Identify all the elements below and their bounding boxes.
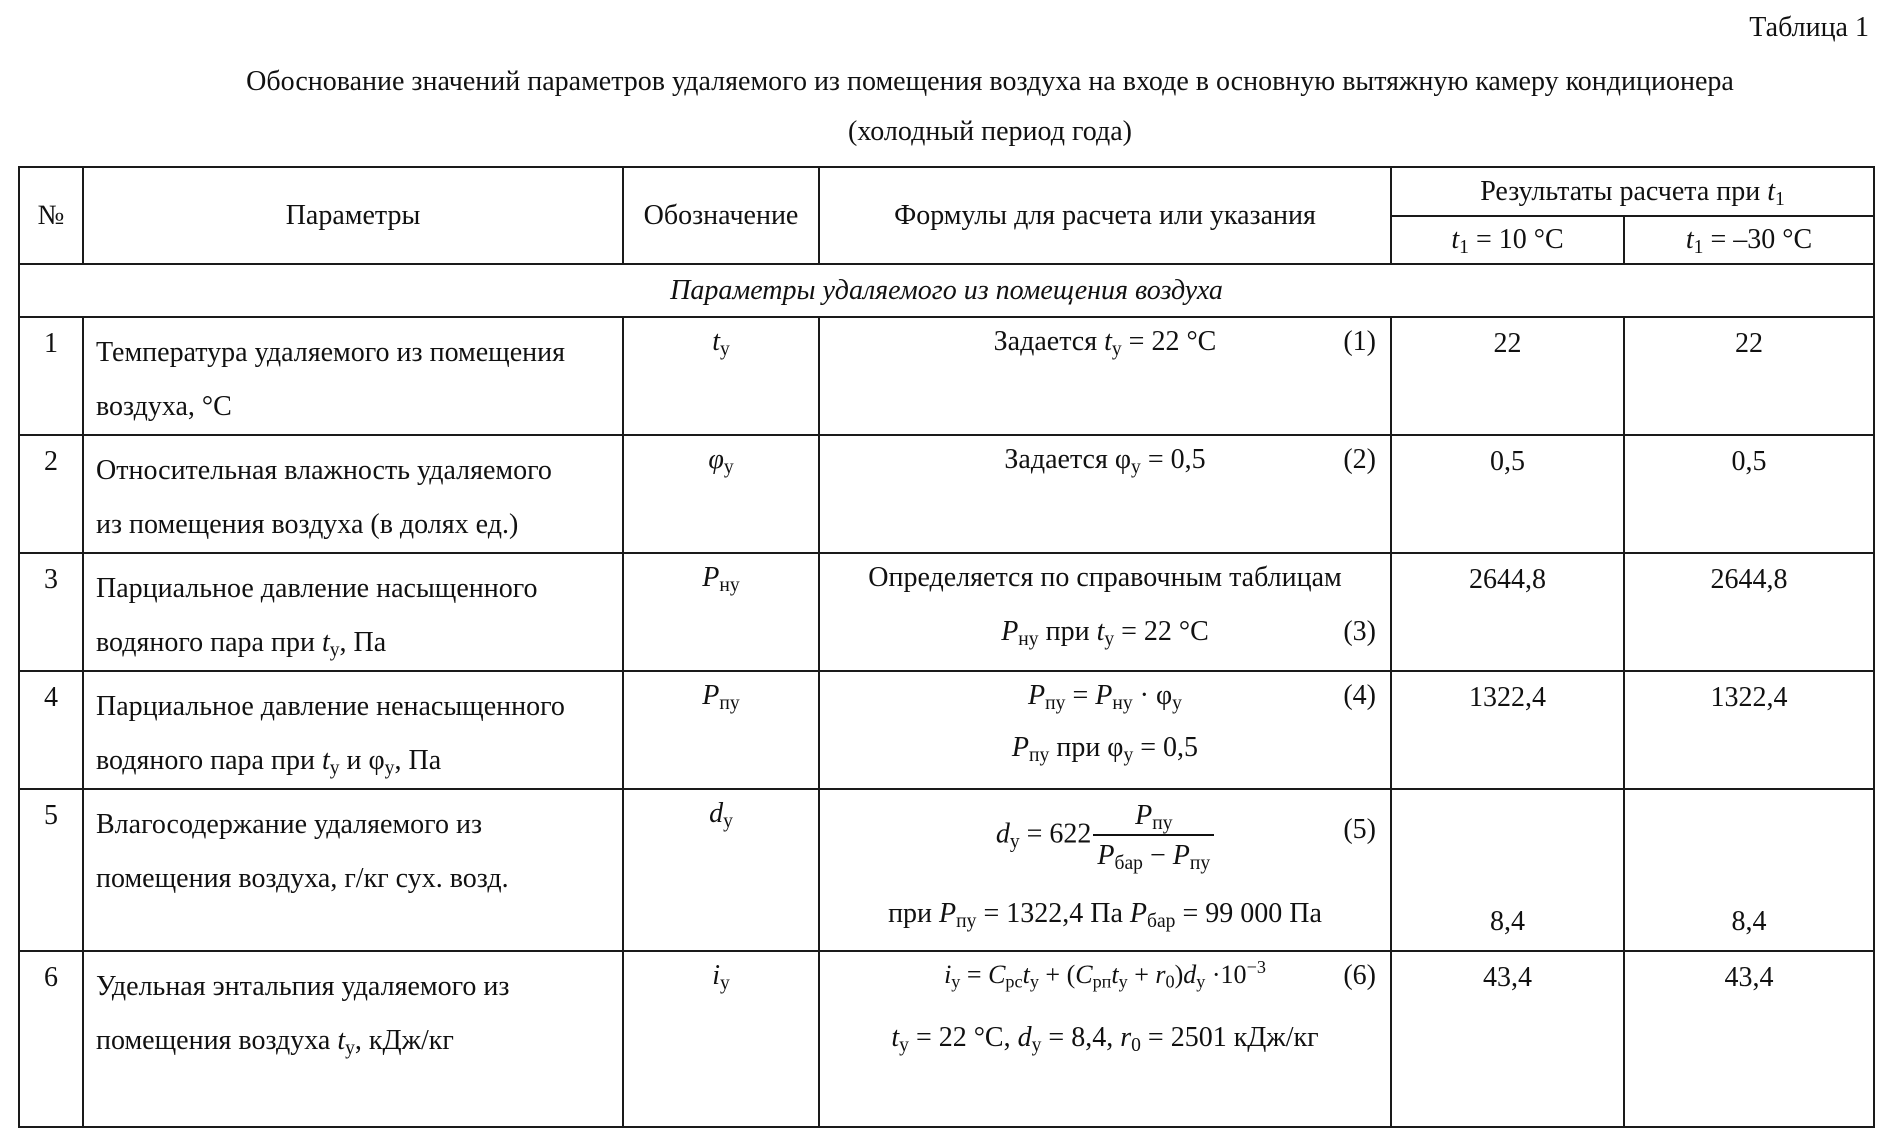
row-formula: $i_у = C_{рс}t_у + (C_{рп}t_у + r_0)d_у \cdot 10^{-3}$ $t_у = 22$ °С, $d_у = 8,4$, $r_0 = 2501$ кДж/кг (6) [819,951,1391,1127]
row-designation: $i_у$ [623,951,819,1127]
equation-number: (6) [1343,960,1376,991]
row-formula: Задается $\varphi_у = 0,5$ (2) [819,435,1391,553]
result-10: 2644,8 [1391,553,1624,671]
fraction-formula: $d_у = 622$ $\frac{P_{пу}}{P_{бар} - P_{пу}}$ [820,800,1390,872]
row-num: 1 [19,317,83,435]
equation-number: (4) [1343,680,1376,711]
header-formulas: Формулы для расчета или указания [819,167,1391,264]
result-10: 1322,4 [1391,671,1624,789]
equation-number: (1) [1343,326,1376,357]
header-results: Результаты расчета при $t_1$ [1391,167,1874,216]
result-10: 8,4 [1391,789,1624,951]
result-10: 43,4 [1391,951,1624,1127]
table-row [19,951,1874,1127]
table-row [19,671,1874,789]
row-param: Температура удаляемого из помещения воздуха, °С [83,317,623,435]
row-designation: $t_у$ [623,317,819,435]
table-row [19,317,1874,435]
row-formula: Определяется по справочным таблицам $P_{ну}$ при $t_у = 22$ °С (3) [819,553,1391,671]
header-col-10: $t_1 = 10$ °C [1391,216,1624,264]
result-10: 22 [1391,317,1624,435]
row-num: 3 [19,553,83,671]
title-line-1: Обоснование значений параметров удаляемого из помещения воздуха на входе в основную вытяжную камеру кондиционера [246,66,1734,97]
row-formula: $P_{пу} = P_{ну} \cdot \varphi_у$ $P_{пу}$ при $\varphi_у = 0,5$ (4) [819,671,1391,789]
row-designation: $P_{ну}$ [623,553,819,671]
table-row [19,553,1874,671]
row-designation: $\varphi_у$ [623,435,819,553]
header-params: Параметры [83,167,623,264]
row-param: Парциальное давление ненасыщенного водяного пара при $t_у$ и $\varphi_у$, Па [83,671,623,789]
row-param: Удельная энтальпия удаляемого из помещения воздуха $t_у$, кДж/кг [83,951,623,1127]
equation-number: (5) [1343,814,1376,845]
result-10: 0,5 [1391,435,1624,553]
row-formula: $d_у = 622$ $\frac{P_{пу}}{P_{бар} - P_{пу}}$ при $P_{пу} = 1322,4$ Па $P_{бар} = 99$ 000 Па (5) [819,789,1391,951]
result-minus30: 22 [1624,317,1874,435]
header-designation: Обозначение [623,167,819,264]
row-param: Влагосодержание удаляемого из помещения воздуха, г/кг сух. возд. [83,789,623,951]
table-row [19,789,1874,951]
result-minus30: 2644,8 [1624,553,1874,671]
row-designation: $P_{пу}$ [623,671,819,789]
table-row [19,435,1874,553]
row-formula: Задается $t_у = 22$ °С (1) [819,317,1391,435]
row-num: 5 [19,789,83,951]
row-param: Парциальное давление насыщенного водяного пара при $t_у$, Па [83,553,623,671]
section-title: Параметры удаляемого из помещения воздуха [19,264,1874,317]
header-num: № [19,167,83,264]
title-line-2: (холодный период года) [848,116,1132,147]
result-minus30: 43,4 [1624,951,1874,1127]
row-num: 6 [19,951,83,1127]
header-col-minus30: $t_1 = -30$ °C [1624,216,1874,264]
row-num: 2 [19,435,83,553]
table-number: Таблица 1 [1749,12,1869,43]
result-minus30: 0,5 [1624,435,1874,553]
data-table [18,166,1875,1128]
result-minus30: 1322,4 [1624,671,1874,789]
row-num: 4 [19,671,83,789]
row-param: Относительная влажность удаляемого из помещения воздуха (в долях ед.) [83,435,623,553]
result-minus30: 8,4 [1624,789,1874,951]
row-designation: $d_у$ [623,789,819,951]
equation-number: (2) [1343,444,1376,475]
equation-number: (3) [1343,616,1376,647]
